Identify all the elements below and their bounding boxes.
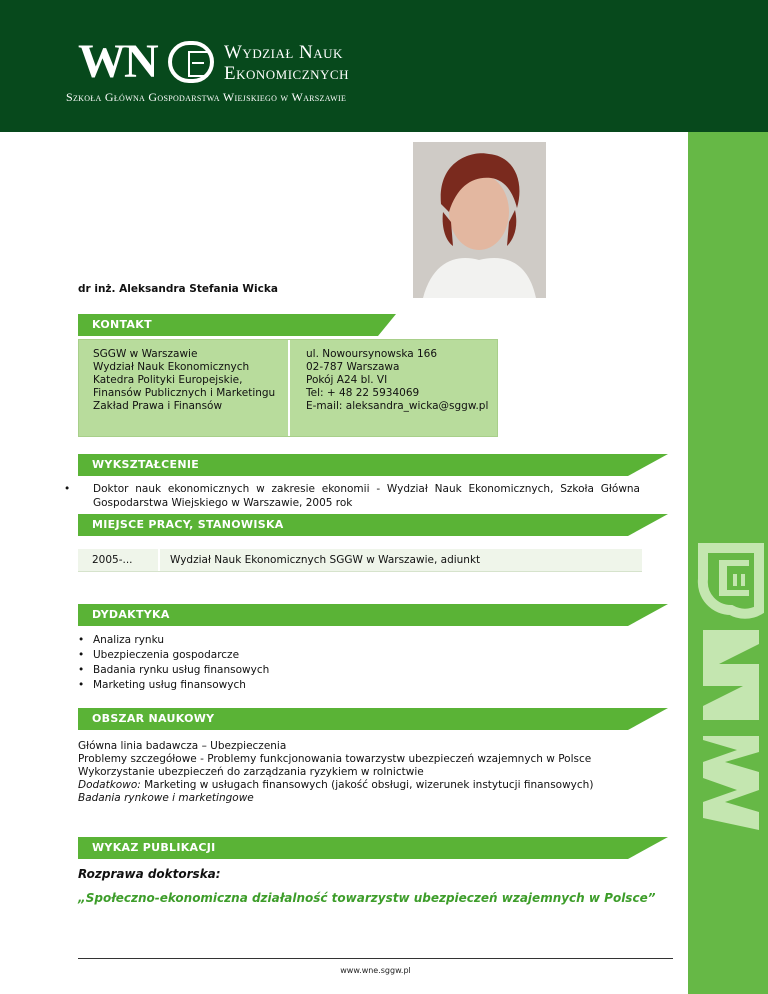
- contact-line: ul. Nowoursynowska 166: [306, 348, 438, 360]
- section-title-wyksztalcenie: WYKSZTAŁCENIE: [78, 454, 668, 476]
- contact-line: Wydział Nauk Ekonomicznych: [93, 361, 250, 373]
- research-text: Marketing w usługach finansowych (jakość obsługi, wizerunek instytucji finansowych): [140, 779, 594, 791]
- logo-e-icon: [168, 41, 214, 83]
- person-name: dr inż. Aleksandra Stefania Wicka: [78, 283, 278, 295]
- footer-url[interactable]: www.wne.sggw.pl: [340, 966, 411, 975]
- contact-address-column: [93, 348, 275, 413]
- section-title-miejsce-pracy: MIEJSCE PRACY, STANOWISKA: [78, 514, 668, 536]
- research-line: Problemy szczegółowe - Problemy funkcjonowania towarzystw ubezpieczeń wzajemnych w Polsce: [78, 753, 592, 765]
- faculty-title-line2: Ekonomicznych: [224, 63, 349, 84]
- section-title-obszar-naukowy: OBSZAR NAUKOWY: [78, 708, 668, 730]
- contact-line: Pokój A24 bl. VI: [306, 374, 388, 386]
- research-line: Badania rynkowe i marketingowe: [78, 792, 254, 804]
- section-title-dydaktyka: DYDAKTYKA: [78, 604, 668, 626]
- footer-divider: [78, 958, 673, 959]
- thesis-label: Rozprawa doktorska:: [78, 867, 221, 881]
- portrait-image-icon: [413, 142, 546, 298]
- contact-email[interactable]: E-mail: aleksandra_wicka@sggw.pl: [306, 400, 489, 412]
- faculty-title: [224, 42, 349, 84]
- list-item: • Ubezpieczenia gospodarcze: [78, 648, 269, 663]
- research-label: Dodatkowo:: [78, 779, 141, 791]
- list-item: • Marketing usług finansowych: [78, 678, 269, 693]
- bullet-icon: •: [64, 483, 71, 495]
- logo-wn-text: WN: [78, 35, 157, 88]
- research-line: [78, 779, 678, 792]
- contact-line: Zakład Prawa i Finansów: [93, 400, 223, 412]
- sidebar-wne-logo-icon: [697, 540, 765, 880]
- work-row: [78, 549, 642, 572]
- list-item: • Badania rynku usług finansowych: [78, 663, 269, 678]
- contact-box: [78, 339, 498, 437]
- work-description: Wydział Nauk Ekonomicznych SGGW w Warszawie, adiunkt: [170, 554, 481, 566]
- section-title-kontakt: KONTAKT: [78, 314, 396, 336]
- teaching-list: [78, 633, 269, 693]
- section-title-wykaz-publikacji: WYKAZ PUBLIKACJI: [78, 837, 668, 859]
- university-name: Szkoła Główna Gospodarstwa Wiejskiego w Warszawie: [66, 90, 347, 104]
- contact-line: SGGW w Warszawie: [93, 348, 198, 360]
- education-text: Doktor nauk ekonomicznych w zakresie ekonomii - Wydział Nauk Ekonomicznych, Szkoła Główna Gospodarstwa Wiejskiego w Warszawie, 2005 rok: [93, 483, 640, 509]
- contact-phone: Tel: + 48 22 5934069: [306, 387, 420, 399]
- thesis-title: „Społeczno-ekonomiczna działalność towarzystw ubezpieczeń wzajemnych w Polsce”: [78, 891, 656, 905]
- research-area: [78, 740, 678, 805]
- contact-divider: [288, 340, 290, 436]
- contact-details-column: [306, 348, 488, 413]
- contact-line: Katedra Polityki Europejskie,: [93, 374, 243, 386]
- education-entry: [64, 482, 640, 510]
- work-year: 2005-...: [92, 554, 133, 566]
- research-line: Główna linia badawcza – Ubezpieczenia: [78, 740, 287, 752]
- research-line: Wykorzystanie ubezpieczeń do zarządzania ryzykiem w rolnictwie: [78, 766, 424, 778]
- contact-line: 02-787 Warszawa: [306, 361, 400, 373]
- contact-line: Finansów Publicznych i Marketingu: [93, 387, 276, 399]
- work-divider: [158, 549, 160, 571]
- faculty-title-line1: Wydział Nauk: [224, 42, 343, 63]
- list-item: • Analiza rynku: [78, 633, 269, 648]
- profile-photo: [413, 142, 546, 298]
- page-header: [0, 0, 768, 132]
